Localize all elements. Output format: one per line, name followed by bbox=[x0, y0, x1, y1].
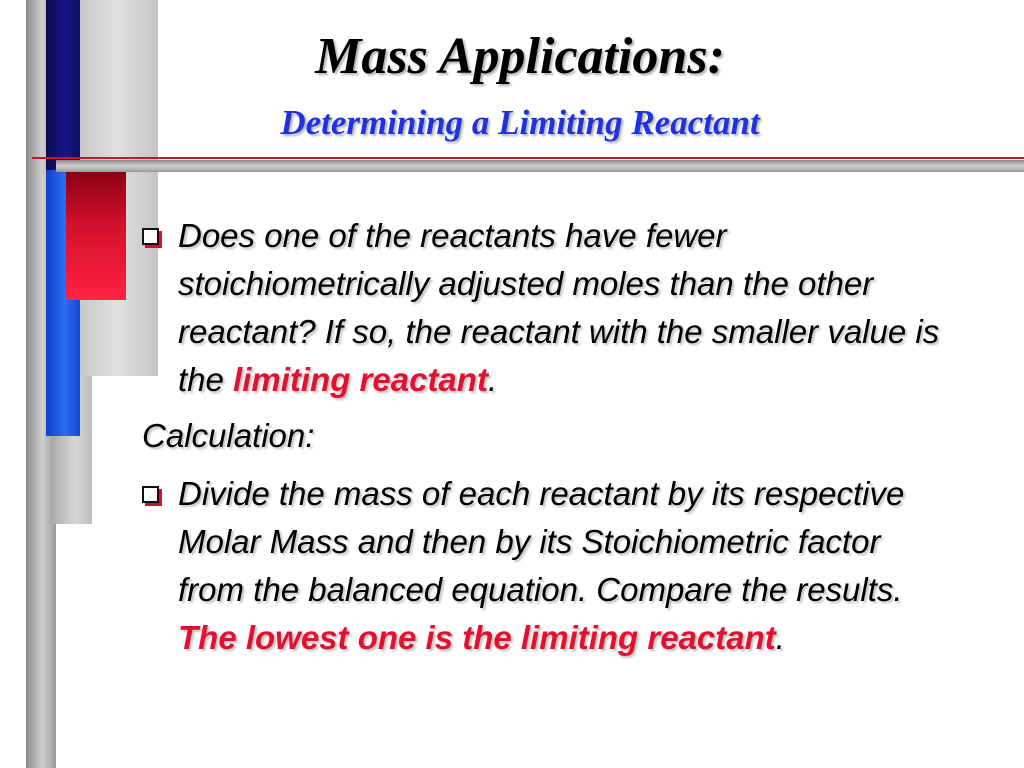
highlight-text: limiting reactant bbox=[233, 361, 488, 398]
bullet-end: . bbox=[487, 361, 498, 398]
red-side-block bbox=[66, 172, 126, 300]
bullet-text bbox=[178, 470, 942, 662]
bullet-body: Does one of the reactants have fewer stoichiometrically adjusted moles than the other reactant? If so, the reactant with the smaller value is the bbox=[178, 217, 940, 398]
square-bullet-icon bbox=[142, 486, 159, 503]
bullet-text bbox=[178, 212, 942, 404]
highlight-text: The lowest one is the limiting reactant bbox=[178, 619, 776, 656]
navy-side-bar bbox=[46, 0, 80, 170]
square-bullet-icon bbox=[142, 228, 159, 245]
bullet-item bbox=[142, 470, 942, 662]
bullet-body: Divide the mass of each reactant by its respective Molar Mass and then by its Stoichiometric factor from the balanced equation. Compare the results. bbox=[178, 475, 905, 608]
bullet-item bbox=[142, 212, 942, 404]
slide-title: Mass Applications: bbox=[315, 28, 725, 85]
title-rule-red bbox=[32, 157, 1024, 159]
title-rule-gray bbox=[56, 160, 1024, 172]
slide-subtitle: Determining a Limiting Reactant bbox=[280, 103, 760, 142]
bullet-end: . bbox=[775, 619, 785, 656]
calculation-label: Calculation: bbox=[142, 417, 315, 454]
